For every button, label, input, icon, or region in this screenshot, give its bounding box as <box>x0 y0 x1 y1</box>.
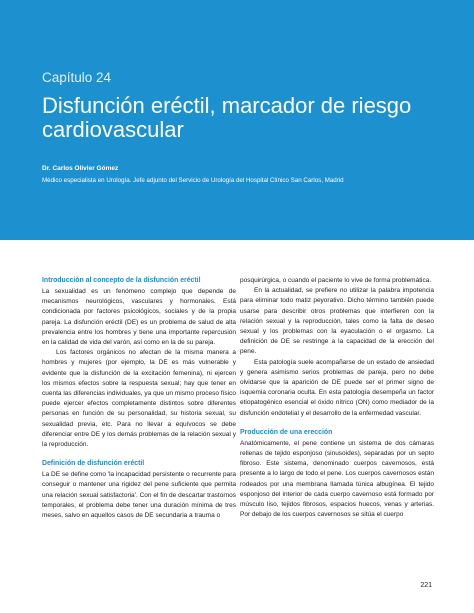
paragraph: La sexualidad es un fenómeno complejo que depende de mecanismos neurológicos, vasculares y hormonales. Está condicionada por factores psicológicos, sociales y de la propia pareja. La disfunción eréctil (DE) es un problema de salud de alta prevalencia entre los hombres y tiene una importante repercusión en la calidad de vida del varón, así como en la de su pareja. <box>42 288 236 347</box>
chapter-label: Capítulo 24 <box>42 70 112 85</box>
chapter-banner <box>0 0 474 240</box>
paragraph: La DE se define como 'la incapacidad persistente o recurrente para conseguir o mantener una rigidez del pene suficiente que permita una relación sexual satisfactoria'. Con el fin de descartar trastornos temporales, el problema debe tener una duración mínima de tres meses, salvo en aquellos casos de DE secundaria a trauma o <box>42 471 236 520</box>
chapter-title: Disfunción eréctil, marcador de riesgo cardiovascular <box>42 93 412 142</box>
page-number: 221 <box>420 582 432 589</box>
right-column <box>240 276 434 520</box>
author-name: Dr. Carlos Olivier Gómez <box>42 165 119 172</box>
section-heading-definition: Definición de disfunción eréctil <box>42 460 145 468</box>
section-heading-intro: Introducción al concepto de la disfunción eréctil <box>42 277 201 284</box>
author-affiliation: Médico especialista en Urología. Jefe adjunto del Servicio de Urología del Hospital Clínico San Carlos, Madrid <box>42 177 344 184</box>
paragraph: posquirúrgica, o cuando el paciente lo vive de forma problemática. <box>240 277 432 284</box>
section-heading-erection: Producción de una erección <box>240 428 333 436</box>
paragraph: Anatómicamente, el pene contiene un sistema de dos cámaras rellenas de tejido esponjoso (sinusoides), separadas por un septo fibroso. Este sistema, denominado cuerpos cavernosos, está presente a lo largo de todo el pene. Los cuerpos cavernosos están rodeados por una membrana llamada túnica albugínea. El tejido esponjoso del interior de cada cuerpo cavernoso está formado por músculo liso, tejidos fibrosos, espacios huecos, venas y arterias. Por debajo de los cuerpos cavernosos se sitúa el cuerpo <box>240 439 434 519</box>
paragraph: En la actualidad, se prefiere no utilizar la palabra impotencia para eliminar todo matiz peyorativo. Dicho término también puede usarse para describir otros problemas que interfieren con la relación sexual y la reproducción, tales como la falta de deseo sexual y los problemas con la eyaculación o el orgasmo. La definición de DE se restringe a la capacidad de la erección del pene. <box>240 287 434 356</box>
paragraph: Los factores orgánicos no afectan de la misma manera a hombres y mujeres (por ejemplo, la DE es más vulnerable y evidente que la disfunción de la excitación femenina), ni ejercen los mismos efectos sobre la respuesta sexual; hay que tener en cuenta las diferencias individuales, ya que un mismo proceso físico puede ejercer efectos completamente distintos sobre diferentes personas en función de su personalidad, su historia sexual, su sexualidad previa, etc. Para no llevar a equívocos se debe diferenciar entre DE y los demás problemas de la relación sexual y la reproducción. <box>42 349 236 449</box>
left-column <box>42 276 236 521</box>
paragraph: Esta patología suele acompañarse de un estado de ansiedad y genera asimismo serios problemas de pareja, pero no debe olvidarse que la aparición de DE puede ser el primer signo de isquemia coronaria oculta. En esta patología desempeña un factor etiopatogénico esencial el óxido nítrico (ON) como mediador de la disfunción endotelial y el desarrollo de la enfermedad vascular. <box>240 358 434 417</box>
